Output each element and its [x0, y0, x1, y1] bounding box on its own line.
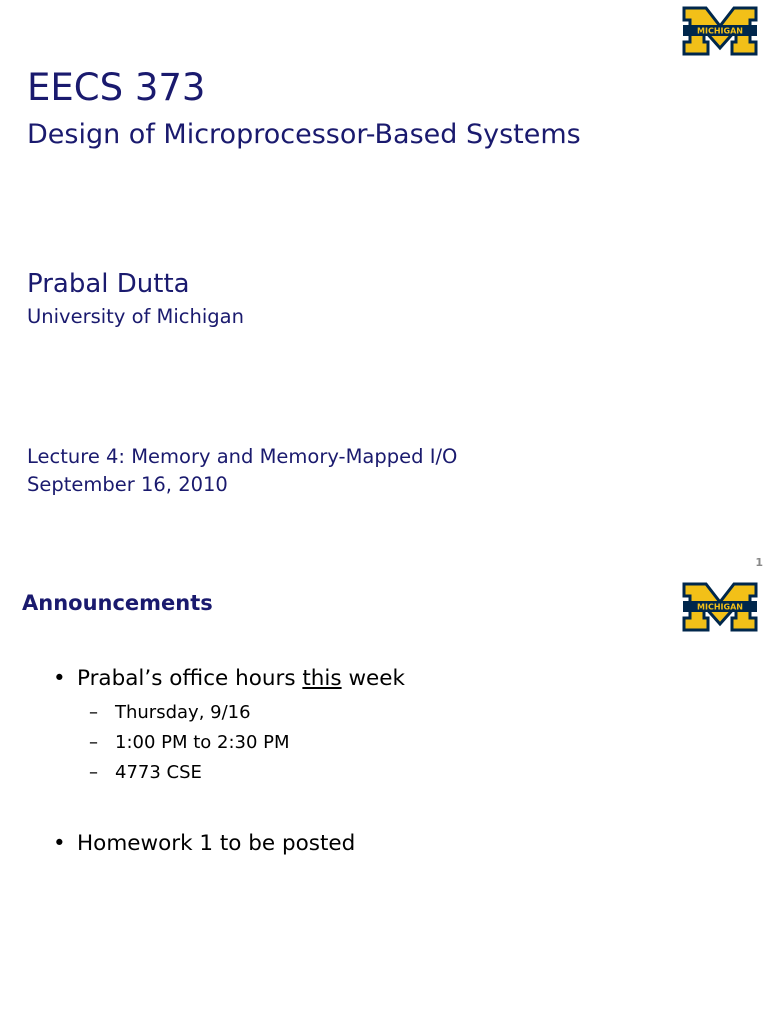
sub-item-text: Thursday, 9/16 — [115, 702, 251, 723]
sub-item — [89, 701, 251, 725]
bullet-text-prefix: Prabal’s office hours — [77, 666, 303, 691]
block-m-icon — [682, 6, 758, 56]
sub-item-text: 1:00 PM to 2:30 PM — [115, 732, 290, 753]
bullet-text-suffix: week — [341, 666, 405, 691]
lecture-date: September 16, 2010 — [27, 473, 228, 496]
logo-text: MICHIGAN — [697, 26, 743, 36]
page-number: 1 — [755, 556, 763, 569]
bullet-dot-icon: • — [53, 831, 66, 856]
bullet-text-underlined: this — [302, 666, 342, 691]
affiliation: University of Michigan — [27, 305, 244, 328]
michigan-block-m-logo — [682, 6, 758, 56]
bullet-text: Homework 1 to be posted — [77, 831, 356, 856]
michigan-block-m-logo — [682, 582, 758, 632]
sub-item — [89, 731, 290, 755]
bullet-office-hours — [50, 665, 405, 693]
lecture-title: Lecture 4: Memory and Memory-Mapped I/O — [27, 445, 458, 468]
course-code: EECS 373 — [27, 66, 206, 109]
course-title: Design of Microprocessor-Based Systems — [27, 119, 581, 150]
slide-title: Announcements — [22, 591, 213, 615]
sub-item-text: 4773 CSE — [115, 762, 202, 783]
dash-icon: – — [89, 702, 98, 723]
announcements-slide — [0, 576, 768, 1024]
dash-icon: – — [89, 732, 98, 753]
bullet-homework — [50, 830, 355, 858]
logo-text: MICHIGAN — [697, 602, 743, 612]
dash-icon: – — [89, 762, 98, 783]
presenter-name: Prabal Dutta — [27, 269, 190, 299]
block-m-icon — [682, 582, 758, 632]
bullet-dot-icon: • — [53, 666, 66, 691]
sub-item — [89, 761, 202, 785]
